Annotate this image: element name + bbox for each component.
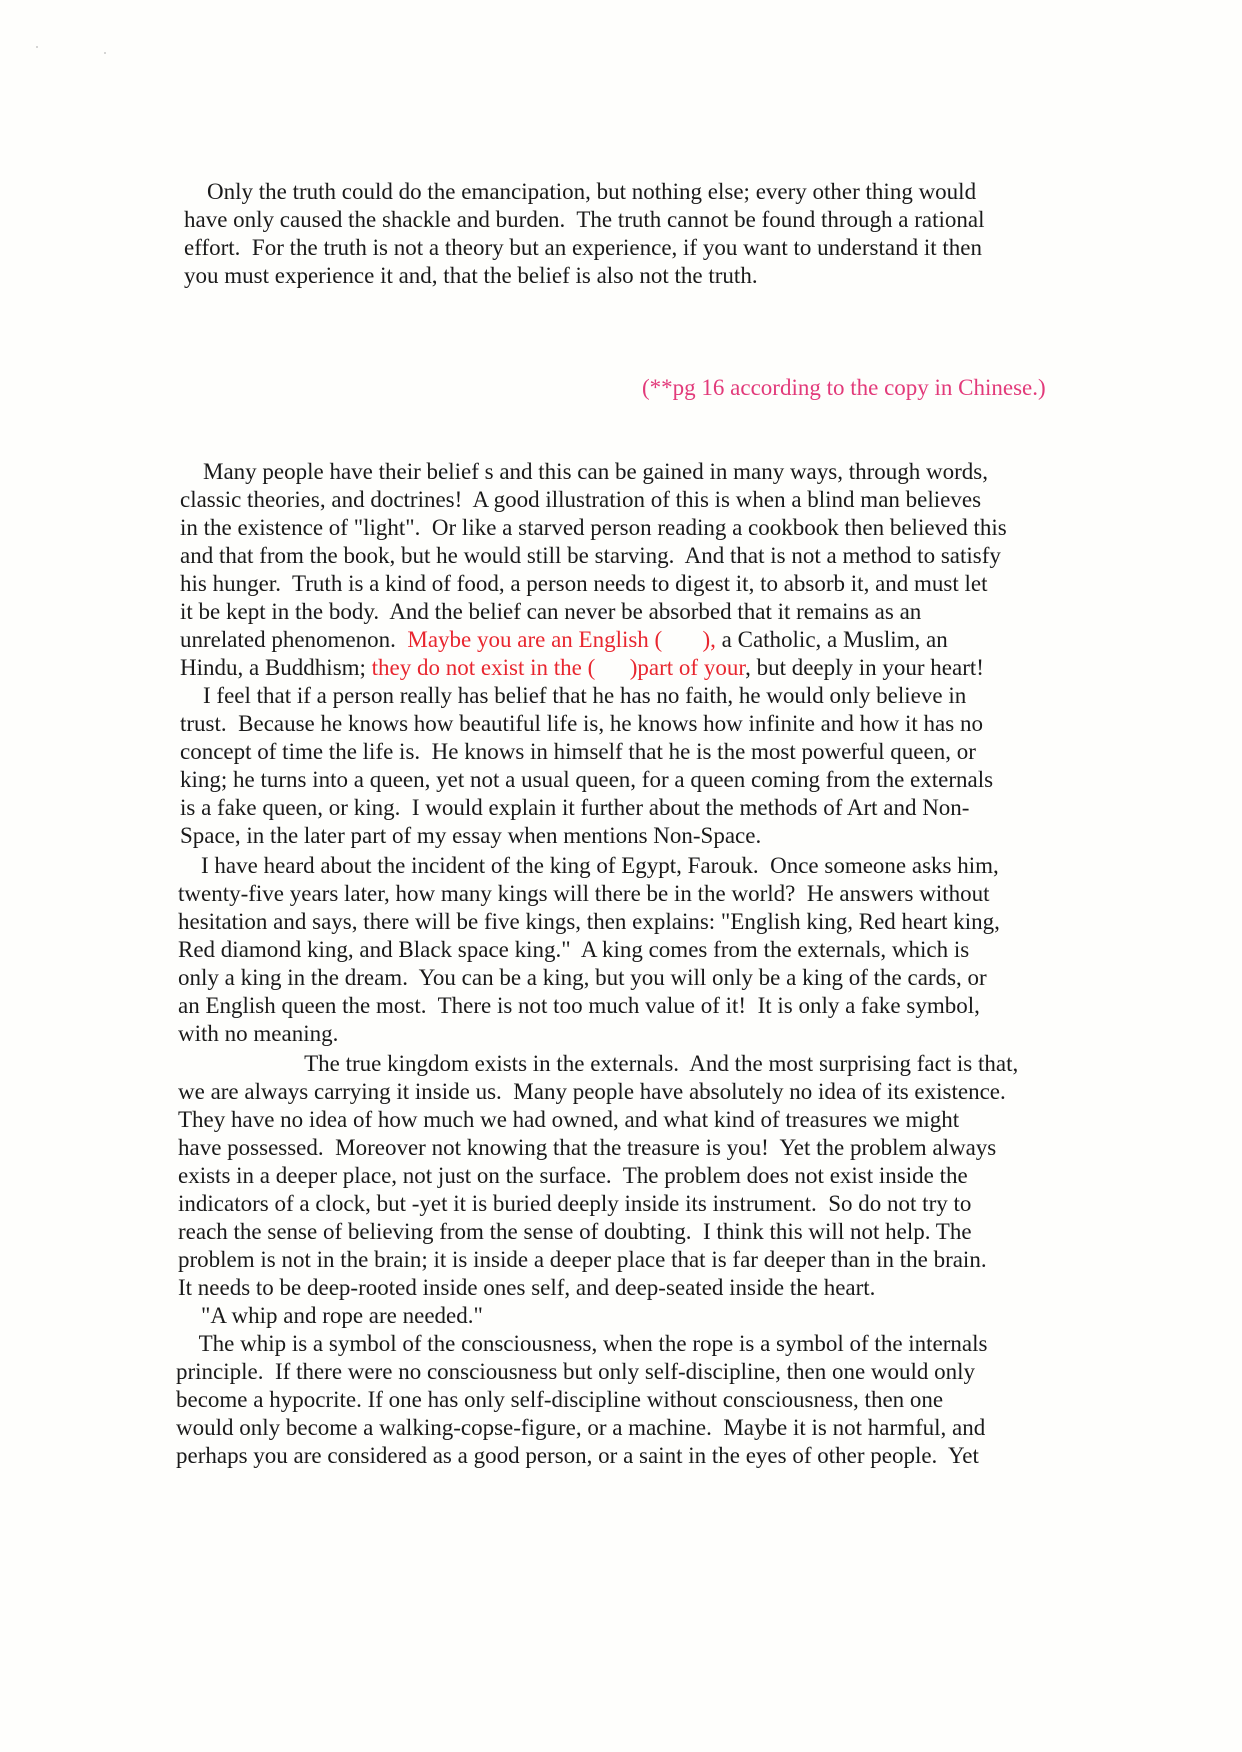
- text-line: hesitation and says, there will be five kings, then explains: "English king, Red heart king,: [178, 909, 1000, 934]
- text-line: principle. If there were no consciousness but only self-discipline, then one would only: [176, 1359, 976, 1384]
- text-line: I have heard about the incident of the king of Egypt, Farouk. Once someone asks him,: [178, 853, 999, 878]
- text-line: is a fake queen, or king. I would explain it further about the methods of Art and Non-: [180, 795, 970, 820]
- text-line: his hunger. Truth is a kind of food, a person needs to digest it, to absorb it, and must let: [180, 571, 988, 596]
- text-line: classic theories, and doctrines! A good illustration of this is when a blind man believes: [180, 487, 982, 512]
- text-line: Many people have their belief s and this can be gained in many ways, through words,: [180, 459, 988, 484]
- text-line: The true kingdom exists in the externals. And the most surprising fact is that,: [178, 1051, 1019, 1076]
- text-line: an English queen the most. There is not too much value of it! It is only a fake symbol,: [178, 993, 980, 1018]
- text-line: The whip is a symbol of the consciousness, when the rope is a symbol of the internals: [176, 1331, 988, 1356]
- paragraph-farouk: [178, 852, 1000, 1048]
- text-line: effort. For the truth is not a theory but an experience, if you want to understand it then: [184, 235, 982, 260]
- text-line: They have no idea of how much we had owned, and what kind of treasures we might: [178, 1107, 960, 1132]
- text-line: I feel that if a person really has belief that he has no faith, he would only believe in: [180, 683, 967, 708]
- text-line: twenty-five years later, how many kings will there be in the world? He answers without: [178, 881, 990, 906]
- paragraph-beliefs: [180, 458, 1007, 682]
- text-line: only a king in the dream. You can be a king, but you will only be a king of the cards, or: [178, 965, 987, 990]
- page-reference-note: (**pg 16 according to the copy in Chinese.): [642, 375, 1046, 400]
- paragraph-emancipation: [184, 178, 985, 290]
- text-line: "A whip and rope are needed.": [178, 1303, 483, 1328]
- paragraph-consciousness: [176, 1330, 987, 1470]
- paragraph-kingdom: [178, 1050, 1018, 1302]
- line-suffix: a Catholic, a Muslim, an: [715, 627, 948, 652]
- text-line: problem is not in the brain; it is inside a deeper place that is far deeper than in the brain.: [178, 1247, 987, 1272]
- text-line: perhaps you are considered as a good person, or a saint in the eyes of other people. Yet: [176, 1443, 979, 1468]
- text-line: you must experience it and, that the belief is also not the truth.: [184, 263, 758, 288]
- text-line: reach the sense of believing from the sense of doubting. I think this will not help. The: [178, 1219, 972, 1244]
- scan-speck: [36, 46, 38, 48]
- text-line: Red diamond king, and Black space king." A king comes from the externals, which is: [178, 937, 970, 962]
- text-line: exists in a deeper place, not just on the surface. The problem does not exist inside the: [178, 1163, 968, 1188]
- text-line: in the existence of "light". Or like a starved person reading a cookbook then believed this: [180, 515, 1007, 540]
- text-line-mixed: [180, 626, 1007, 654]
- text-line: have only caused the shackle and burden. The truth cannot be found through a rational: [184, 207, 985, 232]
- paragraph-whip-rope-quote: [178, 1302, 483, 1330]
- text-line: have possessed. Moreover not knowing that the treasure is you! Yet the problem always: [178, 1135, 997, 1160]
- text-line: and that from the book, but he would still be starving. And that is not a method to satisfy: [180, 543, 1001, 568]
- text-line: become a hypocrite. If one has only self-discipline without consciousness, then one: [176, 1387, 944, 1412]
- text-line: trust. Because he knows how beautiful life is, he knows how infinite and how it has no: [180, 711, 983, 736]
- text-line: would only become a walking-copse-figure, or a machine. Maybe it is not harmful, and: [176, 1415, 986, 1440]
- text-line: Only the truth could do the emancipation, but nothing else; every other thing would: [184, 179, 977, 204]
- line-prefix: Hindu, a Buddhism;: [180, 655, 372, 680]
- text-line: It needs to be deep-rooted inside ones self, and deep-seated inside the heart.: [178, 1275, 876, 1300]
- text-line: concept of time the life is. He knows in himself that he is the most powerful queen, or: [180, 739, 976, 764]
- text-line: Space, in the later part of my essay when mentions Non-Space.: [180, 823, 762, 848]
- text-line: king; he turns into a queen, yet not a usual queen, for a queen coming from the externals: [180, 767, 994, 792]
- paragraph-faith: [180, 682, 993, 850]
- highlighted-text: Maybe you are an English ( ),: [407, 627, 716, 652]
- highlighted-text: they do not exist in the ( )part of your: [371, 655, 746, 680]
- text-line: we are always carrying it inside us. Many people have absolutely no idea of its existence.: [178, 1079, 1006, 1104]
- text-line: indicators of a clock, but -yet it is buried deeply inside its instrument. So do not try to: [178, 1191, 972, 1216]
- scan-speck: [104, 52, 106, 54]
- line-prefix: unrelated phenomenon.: [180, 627, 408, 652]
- text-line-mixed: [180, 654, 1007, 682]
- text-line: it be kept in the body. And the belief can never be absorbed that it remains as an: [180, 599, 922, 624]
- line-suffix: , but deeply in your heart!: [745, 655, 984, 680]
- text-line: with no meaning.: [178, 1021, 339, 1046]
